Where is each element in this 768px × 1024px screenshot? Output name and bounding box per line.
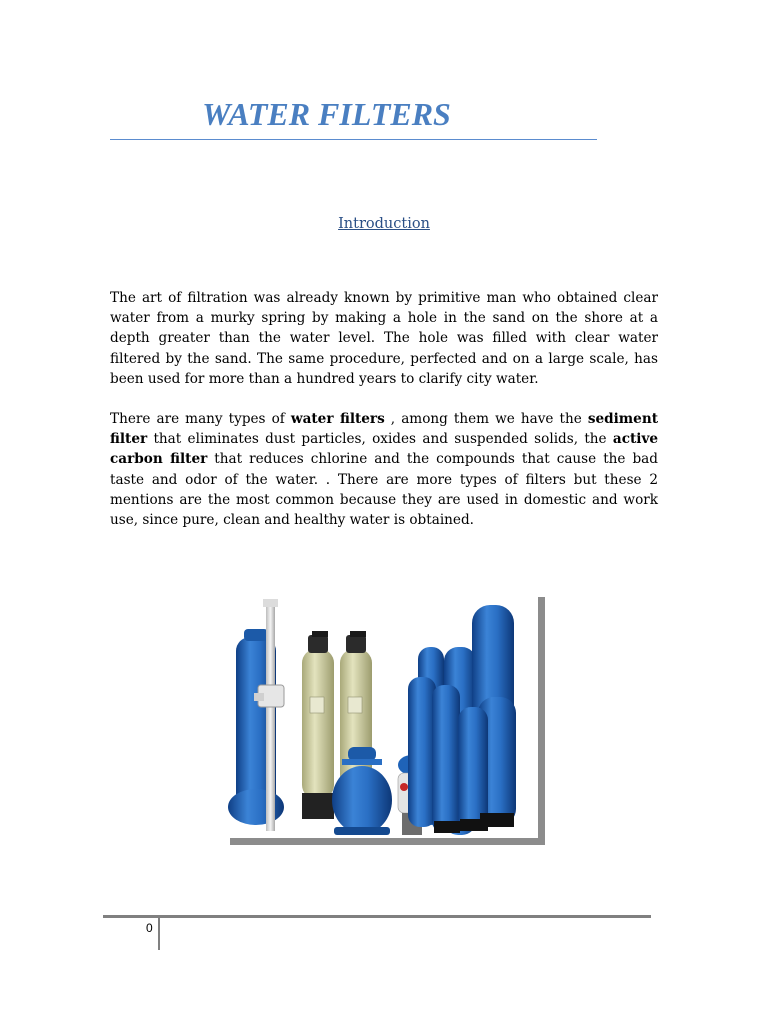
bold-term-active-carbon-filter: active carbon filter [110,431,658,468]
bold-term-sediment-filter: sediment filter [110,411,658,448]
water-filters-photo [222,597,546,845]
paragraph-filter-types [110,409,658,530]
photo-shadow-right [538,597,545,845]
filters-illustration [222,597,538,838]
text-run: , among them we have the [384,411,588,427]
section-heading: Introduction [338,216,430,232]
document-title: WATER FILTERS [202,96,451,132]
paragraph-intro: The art of filtration was already known by primitive man who obtained clear water from a murky spring by making a hole in the sand on the shore at a depth greater than the water level. The hole was filled with clear water filtered by the sand. The same procedure, perfected and on a large scale, has been used for more than a hundred years to clarify city water. [110,290,658,387]
footer-rule [103,915,651,918]
bold-term-water-filters: water filters [290,411,385,427]
text-run: that eliminates dust particles, oxides and suspended solids, the [147,431,613,448]
title-underline [110,139,597,140]
text-run: There are many types of [110,411,291,427]
text-run: that reduces chlorine and the compounds that cause the bad taste and odor of the water. . There are more types of filters but these 2 mentions are the most common because they are used in domestic and work use, since pure, clean and healthy water is obtained. [110,451,658,529]
page-number: 0 [146,921,153,935]
photo-shadow-bottom [230,838,545,845]
footer-divider [158,916,160,950]
